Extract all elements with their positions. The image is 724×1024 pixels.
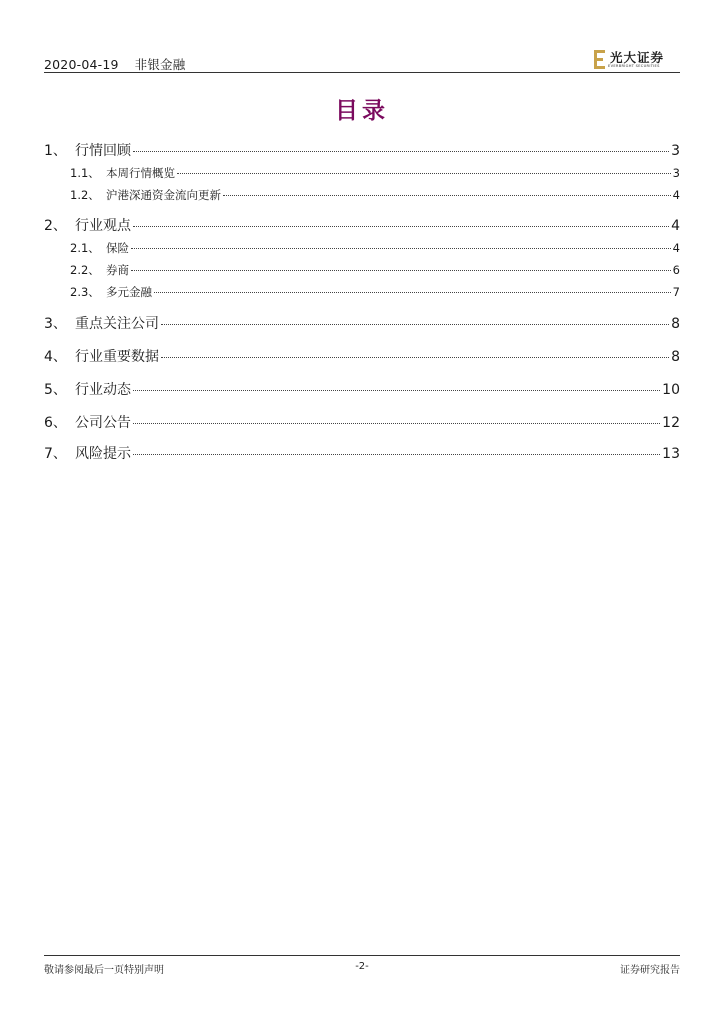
toc-leader bbox=[133, 390, 660, 391]
toc-entry[interactable] bbox=[44, 379, 680, 399]
toc-entry-label: 多元金融 bbox=[106, 285, 152, 299]
toc-entry-number: 3、 bbox=[44, 316, 67, 332]
toc-entry-number: 7、 bbox=[44, 446, 67, 462]
toc-entry-number: 2.1、 bbox=[70, 241, 100, 255]
toc-entry-page: 3 bbox=[672, 166, 680, 180]
toc-leader bbox=[133, 226, 669, 227]
toc-leader bbox=[131, 270, 671, 271]
toc-entry[interactable] bbox=[44, 140, 680, 160]
page-header bbox=[44, 50, 680, 74]
toc-leader bbox=[133, 454, 660, 455]
toc-entry-label: 重点关注公司 bbox=[75, 316, 159, 332]
toc-entry-label: 保险 bbox=[106, 241, 129, 255]
toc-entry-page: 4 bbox=[672, 188, 680, 202]
toc-entry-label: 行情回顾 bbox=[75, 143, 131, 159]
toc-entry-page: 7 bbox=[672, 285, 680, 299]
toc-entry-number: 1.2、 bbox=[70, 188, 100, 202]
logo-subtitle: EVERBRIGHT SECURITIES bbox=[608, 64, 660, 68]
toc-entry-number: 2.2、 bbox=[70, 263, 100, 277]
toc-entry-page: 6 bbox=[672, 263, 680, 277]
toc-leader bbox=[133, 423, 660, 424]
toc-entry[interactable] bbox=[70, 262, 680, 278]
footer-page-number: -2- bbox=[355, 961, 369, 972]
toc-entry-page: 8 bbox=[671, 316, 680, 332]
toc-leader bbox=[223, 195, 671, 196]
toc-entry-label: 行业重要数据 bbox=[75, 349, 159, 365]
toc-entry-number: 1、 bbox=[44, 143, 67, 159]
toc-entry-page: 12 bbox=[662, 415, 680, 431]
toc-leader bbox=[133, 151, 669, 152]
logo-mark-icon bbox=[594, 50, 606, 69]
toc-entry-label: 本周行情概览 bbox=[106, 166, 175, 180]
toc-leader bbox=[177, 173, 671, 174]
toc-entry-page: 4 bbox=[671, 218, 680, 234]
toc-leader bbox=[154, 292, 671, 293]
toc-entry-number: 2、 bbox=[44, 218, 67, 234]
toc-title: 目录 bbox=[335, 97, 389, 124]
toc-entry-label: 沪港深通资金流向更新 bbox=[106, 188, 221, 202]
footer-rule bbox=[44, 955, 680, 956]
toc-entry[interactable] bbox=[70, 165, 680, 181]
toc-leader bbox=[161, 357, 669, 358]
toc-entry-label: 券商 bbox=[106, 263, 129, 277]
toc-entry-page: 4 bbox=[672, 241, 680, 255]
toc-leader bbox=[161, 324, 669, 325]
footer-doc-type: 证券研究报告 bbox=[620, 965, 680, 976]
toc-entry-label: 行业动态 bbox=[75, 382, 131, 398]
footer-disclaimer: 敬请参阅最后一页特别声明 bbox=[44, 965, 164, 976]
toc-entry[interactable] bbox=[44, 215, 680, 235]
logo-name: 光大证券 bbox=[610, 50, 665, 65]
toc-entry-page: 8 bbox=[671, 349, 680, 365]
toc-entry-number: 6、 bbox=[44, 415, 67, 431]
toc-entry[interactable] bbox=[44, 346, 680, 366]
toc-entry-number: 1.1、 bbox=[70, 166, 100, 180]
header-rule bbox=[44, 72, 680, 73]
report-date: 2020-04-19 bbox=[44, 57, 119, 72]
toc-entry[interactable] bbox=[44, 443, 680, 463]
toc-entry-number: 2.3、 bbox=[70, 285, 100, 299]
toc-entry[interactable] bbox=[44, 412, 680, 432]
header-meta bbox=[44, 55, 185, 73]
toc-entry-number: 4、 bbox=[44, 349, 67, 365]
everbright-logo bbox=[594, 48, 676, 70]
toc-entry-label: 公司公告 bbox=[75, 415, 131, 431]
toc-entry[interactable] bbox=[70, 284, 680, 300]
toc-entry-page: 3 bbox=[671, 143, 680, 159]
toc-entry-page: 13 bbox=[662, 446, 680, 462]
toc-entry-label: 行业观点 bbox=[75, 218, 131, 234]
toc-entry-number: 5、 bbox=[44, 382, 67, 398]
toc-entry[interactable] bbox=[70, 187, 680, 203]
toc-entry[interactable] bbox=[44, 313, 680, 333]
toc-entry-label: 风险提示 bbox=[75, 446, 131, 462]
toc-entry[interactable] bbox=[70, 240, 680, 256]
toc-entry-page: 10 bbox=[662, 382, 680, 398]
report-sector: 非银金融 bbox=[134, 57, 186, 72]
toc-leader bbox=[131, 248, 671, 249]
